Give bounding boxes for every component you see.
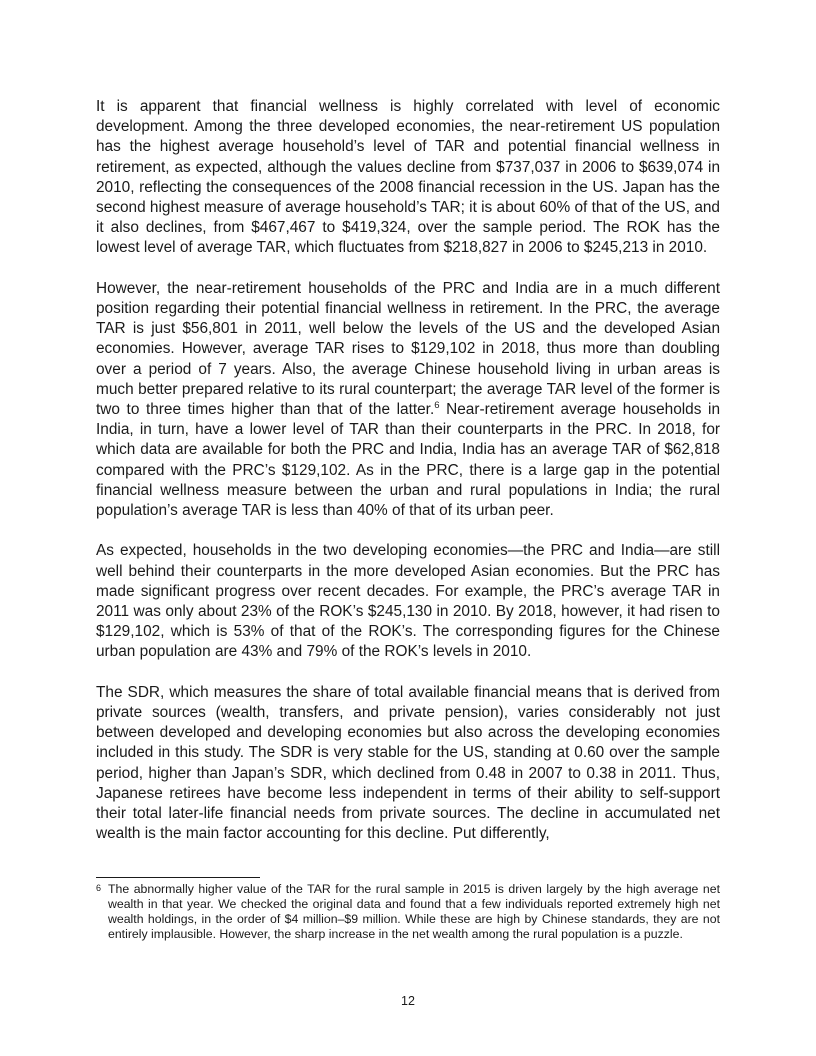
footnote-text: The abnormally higher value of the TAR for the rural sample in 2015 is driven largely by the high average net wealth in that year. We checked the original data and found that a few individuals reported extremely high net wealth holdings, in the order of $4 million–$9 million. While these are high by Chinese standards, they are not entirely implausible. However, the sharp increase in the net wealth among the rural population is a puzzle. <box>108 882 720 942</box>
footnote <box>96 882 720 942</box>
footnote-number: 6 <box>96 883 102 893</box>
main-text <box>96 97 720 844</box>
footnote-divider <box>96 877 260 878</box>
page-number: 12 <box>401 994 415 1008</box>
paragraph-4: The SDR, which measures the share of total available financial means that is derived from private sources (wealth, transfers, and private pension), varies considerably not just between developed and developing economies but also across the developing economies included in this study. The SDR is very stable for the US, standing at 0.60 over the sample period, higher than Japan’s SDR, which declined from 0.48 in 2007 to 0.38 in 2011. Thus, Japanese retirees have become less independent in terms of their ability to self-support their total later-life financial needs from private sources. The decline in accumulated net wealth is the main factor accounting for this decline. Put differently, <box>96 683 720 843</box>
paragraph-1: It is apparent that financial wellness is highly correlated with level of economic development. Among the three developed economies, the near-retirement US population has the highest average household’s level of TAR and potential financial wellness in retirement, as expected, although the values decline from $737,037 in 2006 to $639,074 in 2010, reflecting the consequences of the 2008 financial recession in the US. Japan has the second highest measure of average household’s TAR; it is about 60% of that of the US, and it also declines, from $467,467 to $419,324, over the sample period. The ROK has the lowest level of average TAR, which fluctuates from $218,827 in 2006 to $245,213 in 2010. <box>96 98 720 257</box>
paragraph-2-part-1: However, the near-retirement households of the PRC and India are in a much different position regarding their potential financial wellness in retirement. In the PRC, the average TAR is just $56,801 in 2011, well below the levels of the US and the developed Asian economies. However, average TAR rises to $129,102 in 2018, thus more than doubling over a period of 7 years. Also, the average Chinese household living in urban areas is much better prepared relative to its rural counterpart; the average TAR level of the former is two to three times higher than that of the latter. <box>96 279 720 419</box>
paragraph-2 <box>96 279 720 521</box>
paragraph-3: As expected, households in the two developing economies—the PRC and India—are still well behind their counterparts in the more developed Asian economies. But the PRC has made significant progress over recent decades. For example, the PRC’s average TAR in 2011 was only about 23% of the ROK’s $245,130 in 2010. By 2018, however, it had risen to $129,102, which is 53% of that of the ROK’s. The corresponding figures for the Chinese urban population are 43% and 79% of the ROK’s levels in 2010. <box>96 542 720 661</box>
paragraph-2-part-2: Near-retirement average households in India, in turn, have a lower level of TAR than their counterparts in the PRC. In 2018, for which data are available for both the PRC and India, India has an average TAR of $62,818 compared with the PRC’s $129,102. As in the PRC, there is a large gap in the potential financial wellness measure between the urban and rural populations in India; the rural population’s average TAR is less than 40% of that of its urban peer. <box>96 401 720 520</box>
footnote-reference[interactable]: 6 <box>434 399 440 411</box>
